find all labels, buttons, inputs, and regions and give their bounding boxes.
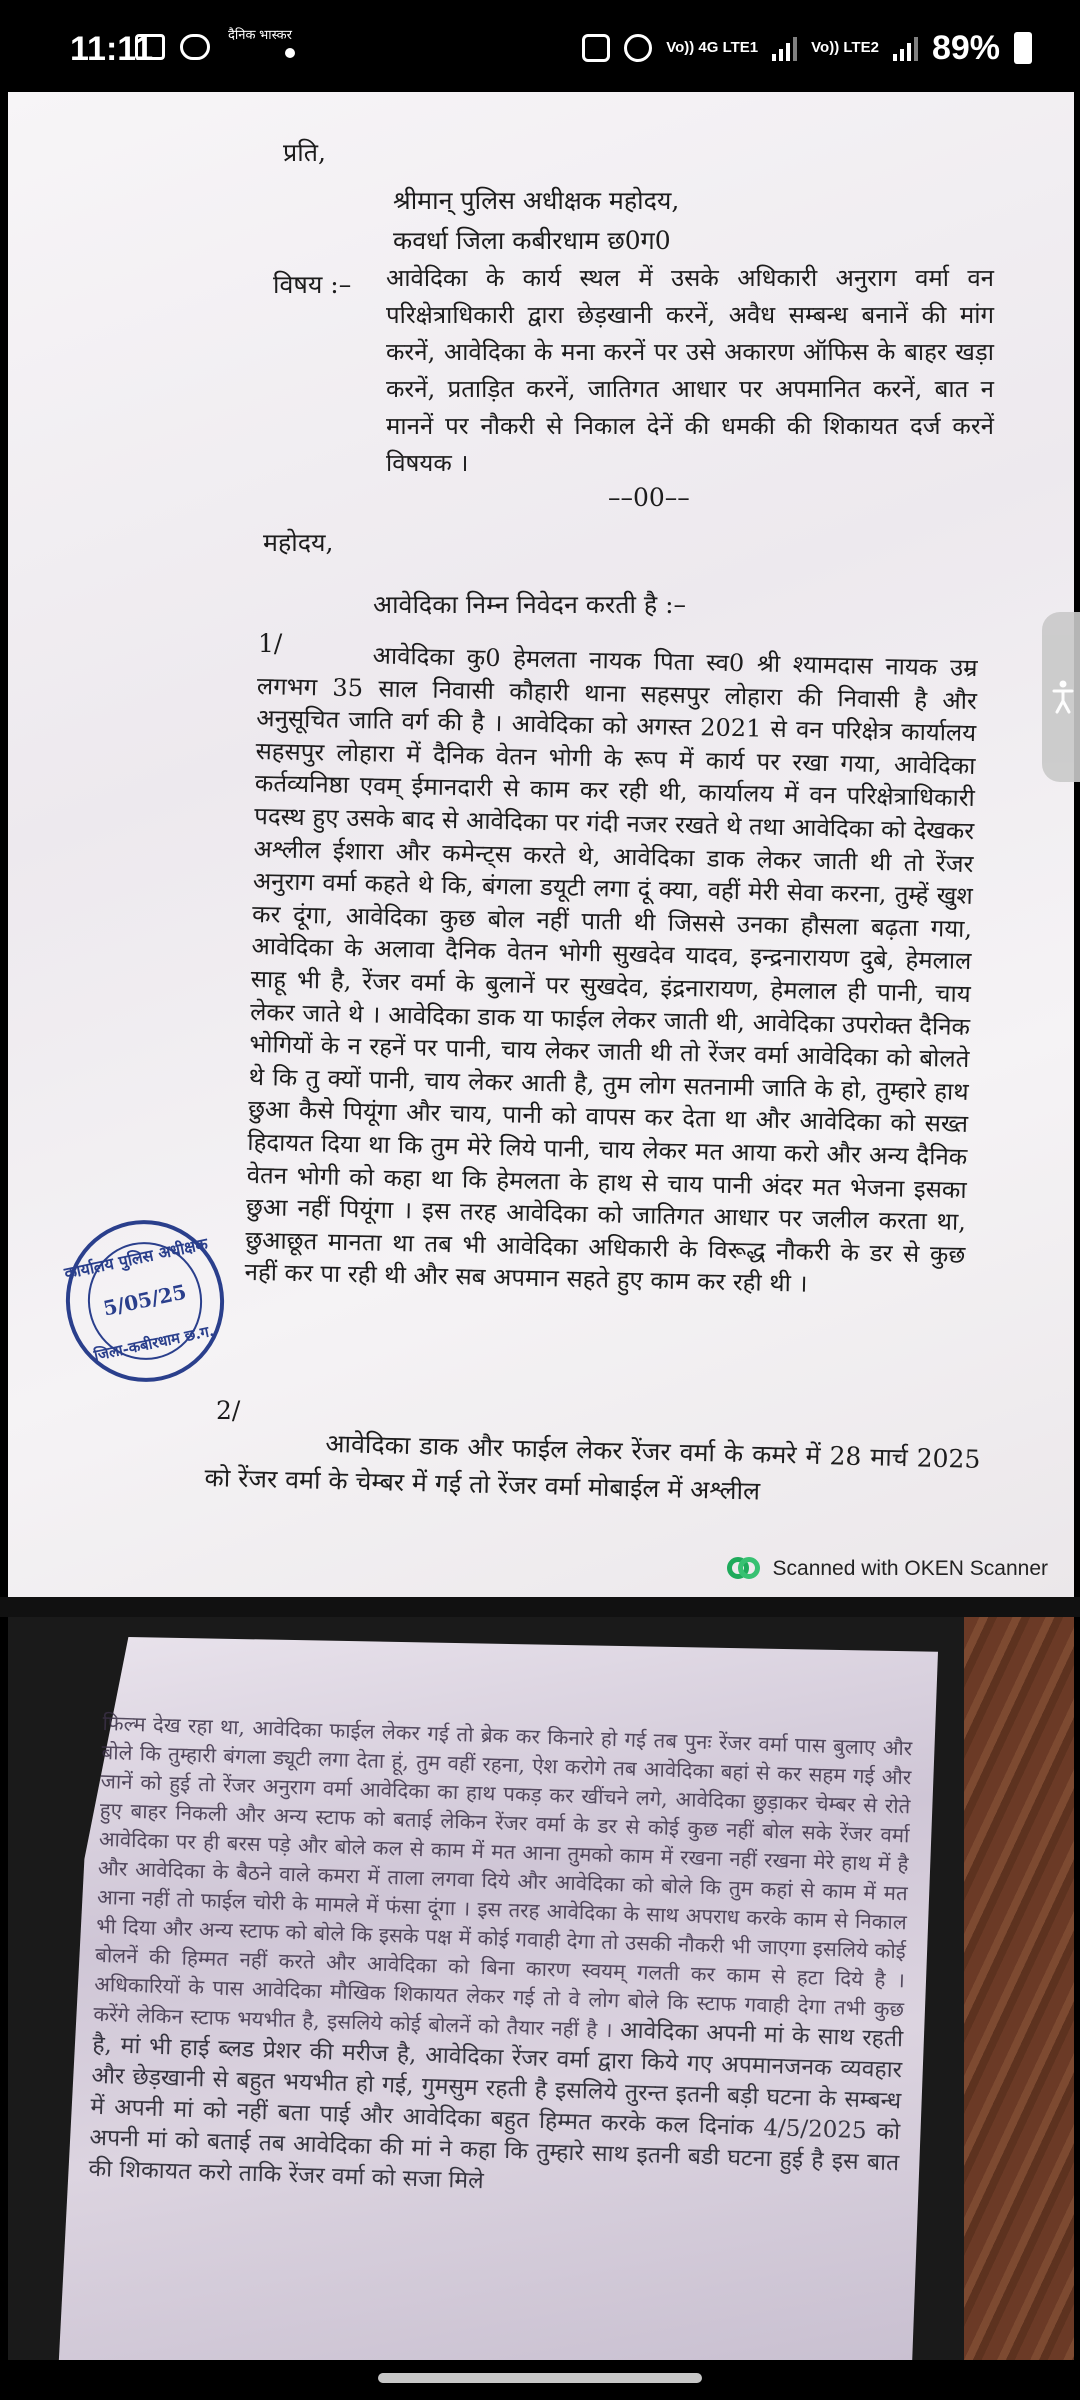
battery-percentage: 89% <box>931 28 1000 67</box>
paragraph-1-number: 1/ <box>258 629 283 658</box>
wooden-background <box>964 1617 1074 2360</box>
battery-icon <box>1014 32 1032 64</box>
home-gesture-pill[interactable] <box>378 2373 702 2383</box>
scanner-label: Scanned with OKEN Scanner <box>772 1557 1048 1580</box>
stamp-bottom-text: जिला-कबीरधाम छ.ग. <box>92 1321 216 1365</box>
sim1-indicator: Vo)) 4G LTE1 <box>666 39 759 56</box>
letter-to: प्रति, <box>283 138 326 167</box>
salutation: महोदय, <box>263 528 334 557</box>
stamp-top-text: कार्यालय पुलिस अधीक्षक <box>62 1233 210 1283</box>
dainik-bhaskar-icon: दैनिक भास्कर <box>228 27 292 42</box>
accessibility-icon <box>1052 680 1074 714</box>
paragraph-1: आवेदिका कु0 हेमलता नायक पिता स्व0 श्री श्यामदास नायक उम्र लगभग 35 साल निवासी कौहारी थाना सहसपुर लोहारा की निवासी है और अनुसूचित जाति वर्ग की है । आवेदिका को अगस्त 2021 से वन परिक्षेत्र कार्यालय सहसपुर लोहारा में दैनिक वेतन भोगी के रूप में कार्य पर रखा गया, आवेदिका कर्तव्यनिष्ठा एवम् ईमानदारी से काम कर रही थी, कार्यालय में वन परिक्षेत्राधिकारी पदस्थ हुए उसके बाद से आवेदिका पर गंदी नजर रखते थे तथा आवेदिका को देखकर अश्लील ईशारा और कमेन्ट्स करते थे, आवेदिका डाक लेकर जाती थी तो रेंजर अनुराग वर्मा कहते थे कि, बंगला डयूटी लगा दूं क्या, वहीं मेरी सेवा करना, तुम्हें खुश कर दूंगा, आवेदिका कुछ बोल नहीं पाती थी जिससे उनका हौसला बढ़ता गया, आवेदिका के अलावा दैनिक वेतन भोगी सुखदेव यादव, इन्द्रनारायण दुबे, हेमलाल साहू भी है, रेंजर वर्मा के बुलानें पर सुखदेव, इंद्रनारायण, हेमलाल ही पानी, चाय लेकर जाते थे । आवेदिका डाक या फाईल लेकर जाती थी, आवेदिका उपरोक्त दैनिक भोगियों के न रहनें पर पानी, चाय लेकर जाती थी तो रेंजर वर्मा आवेदिका को बोलते थे कि तु क्यों पानी, चाय लेकर आती है, तुम लोग सतनामी जाति के हो, तुम्हारे हाथ छुआ कैसे पियूंगा और चाय, पानी को वापस कर देता था और आवेदिका को सख्त हिदायत दिया था कि तुम मेरे लिये पानी, चाय लेकर मत आया करो और अन्य दैनिक वेतन भोगी को कहा था कि हेमलता के हाथ से चाय पानी अंदर मत भेजना इसका छुआ नहीं पियूंगा । इस तरह आवेदिका को जातिगत आधार पर जलील करता था, छुआछूत मानता था तब भी आवेदिका अधिकारी के विरूद्ध नौकरी के डर से कुछ नहीं कर पा रही थी और सब अपमान सहते हुए काम कर रही थी । <box>244 641 978 1298</box>
document-page-1[interactable] <box>8 92 1074 1597</box>
lock-app-icon <box>582 34 610 62</box>
status-right-group <box>582 22 1032 74</box>
voicemail-icon <box>180 34 210 60</box>
subject-text: आवेदिका के कार्य स्थल में उसके अधिकारी अनुराग वर्मा वन परिक्षेत्राधिकारी द्वारा छेड़खानी करनें, अवैध सम्बन्ध बनानें की मांग करनें, आवेदिका के मना करनें पर उसे अकारण ऑफिस के बाहर खड़ा करनें, प्रताड़ित करनें, जातिगत आधार पर अपमानित करनें, बात न माननें पर नौकरी से निकाल देनें की धमकी की शिकायत दर्ज करनें विषयक । <box>386 264 994 477</box>
oken-scanner-logo-icon <box>727 1557 761 1581</box>
page-2-faint-text: फिल्म देख रहा था, आवेदिका फाईल लेकर गई तो ब्रेक कर किनारे हो गई तब पुनः रेंजर वर्मा पास बुलाए और बोले कि तुम्हारी बंगला ड्यूटी लगा देता हूं, तुम वहीं रहना, ऐश करोगे तब आवेदिका बहां से कर सहम गई और जानें को हुई तो रेंजर अनुराग वर्मा आवेदिका का हाथ पकड़ कर खींचने लगे, आवेदिका छुड़ाकर चेम्बर से रोते हुए बाहर निकली और अन्य स्टाफ को बताई लेकिन रेंजर वर्मा के डर से कोई कुछ नहीं बोल सके रेंजर वर्मा आवेदिका पर ही बरस पड़े और बोले कल से काम में मत आना तुमको काम में रखना नहीं रखना मेरे हाथ में है और आवेदिका के बैठने वाले कमरा में ताला लगवा दिये और आवेदिका को बोले कि तुम कहां से काम में मत आना नहीं तो फाईल चोरी के मामले में फंसा दूंगा । इस तरह आवेदिका के साथ अपराध करके काम से निकाल भी दिया और अन्य स्टाफ को बोले कि इसके पक्ष में कोई गवाही देगा तो उसकी नौकरी भी जाएगा इसलिये कोई बोलनें की हिम्मत नहीं करते और आवेदिका को बिना कारण स्वयम् गलती कर काम से हटा दिये है । अधिकारियों के पास आवेदिका मौखिक शिकायत लेकर गई तो वे लोग बोले कि स्टाफ गवाही देगा तभी कुछ करेंगे लेकिन स्टाफ भयभीत है, इसलिये कोई बोलनें को तैयार नहीं है । <box>93 1710 913 2043</box>
separator: ––00–– <box>608 483 690 512</box>
intro-line: आवेदिका निम्न निवेदन करती है :– <box>373 590 687 619</box>
recipient-line-2: कवर्धा जिला कबीरधाम छ0ग0 <box>393 226 671 255</box>
alarm-icon <box>624 34 652 62</box>
subject-label: विषय :– <box>273 270 352 299</box>
sim2-indicator: Vo)) LTE2 <box>811 39 879 56</box>
scanner-watermark <box>727 1557 1048 1581</box>
page-divider <box>0 1597 1080 1617</box>
recipient-line-1: श्रीमान् पुलिस अधीक्षक महोदय, <box>393 186 680 215</box>
stamp-date: 5/05/25 <box>101 1279 189 1321</box>
accessibility-handle[interactable] <box>1042 612 1080 782</box>
signal-2-icon <box>893 35 918 61</box>
status-time: 11:11 <box>70 30 154 68</box>
page-2-text <box>88 1709 913 2210</box>
paragraph-2-number: 2/ <box>216 1396 241 1425</box>
document-page-2[interactable] <box>8 1617 1074 2360</box>
page-2-dark-text: आवेदिका अपनी मां के साथ रहती है, मां भी हाई ब्लड प्रेशर की मरीज है, आवेदिका रेंजर वर्मा द्वारा किये गए अपमानजनक व्यवहार और छेड़खानी से बहुत भयभीत हो गई, गुमसुम रहती है इसलिये तुरन्त इतनी बड़ी घटना के सम्बन्ध में अपनी मां को नहीं बता पाई और आवेदिका बहुत हिम्मत करके कल दिनांक 4/5/2025 को अपनी मां को बताई तब आवेदिका की मां ने कहा कि तुम्हारे साथ इतनी बडी घटना हुई है इस बात की शिकायत करो ताकि रेंजर वर्मा को सजा मिले <box>88 2017 904 2195</box>
signal-1-icon <box>772 35 797 61</box>
paragraph-2: आवेदिका डाक और फाईल लेकर रेंजर वर्मा के कमरे में 28 मार्च 2025 को रेंजर वर्मा के चेम्बर में गई तो रेंजर वर्मा मोबाईल में अश्लील <box>204 1428 981 1506</box>
dot-icon <box>285 48 295 58</box>
status-bar <box>0 0 1080 92</box>
image-icon <box>135 34 165 60</box>
